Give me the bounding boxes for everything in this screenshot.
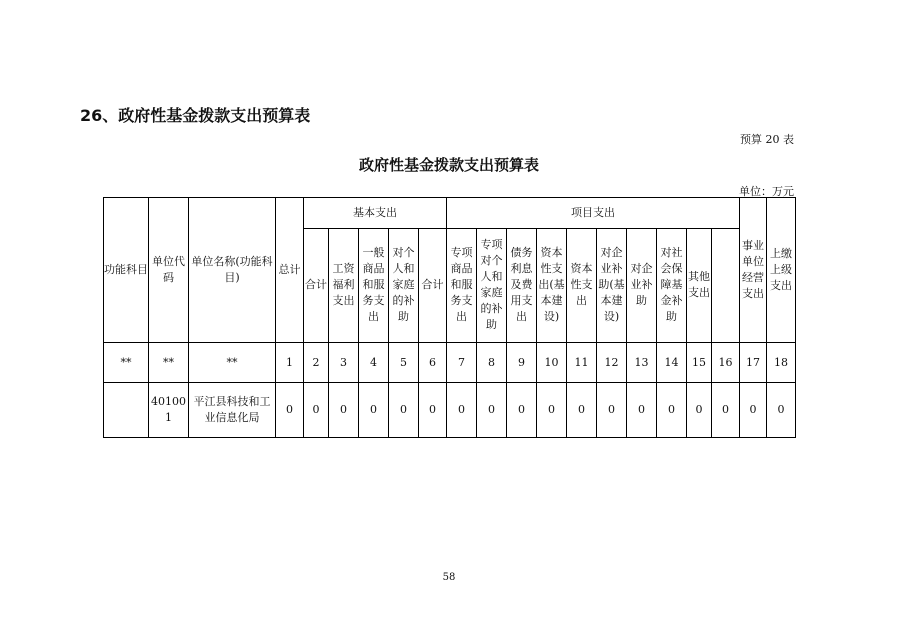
- value-cell: 0: [276, 383, 304, 438]
- value-cell: 0: [419, 383, 447, 438]
- table-title: 政府性基金拨款支出预算表: [358, 156, 539, 174]
- header-func-subject: 功能科目: [104, 198, 149, 343]
- value-cell: 0: [537, 383, 567, 438]
- table-number: 预算 20 表: [740, 133, 794, 146]
- index-cell: 13: [627, 343, 657, 383]
- index-cell: 6: [419, 343, 447, 383]
- index-cell: 2: [304, 343, 329, 383]
- row-unit-name: 平江县科技和工业信息化局: [189, 383, 276, 438]
- value-cell: 0: [627, 383, 657, 438]
- header-total: 总计: [276, 198, 304, 343]
- header-personal-family: 对个人和家庭的补助: [389, 228, 419, 342]
- value-cell: 0: [712, 383, 740, 438]
- index-cell: 9: [507, 343, 537, 383]
- index-cell: **: [189, 343, 276, 383]
- index-row: [104, 343, 796, 383]
- header-wages: 工资福利支出: [329, 228, 359, 342]
- header-capital: 资本性支出: [567, 228, 597, 342]
- index-cell: 1: [276, 343, 304, 383]
- index-cell: 18: [767, 343, 796, 383]
- header-special-goods: 专项商品和服务支出: [447, 228, 477, 342]
- header-other: 其他支出: [687, 228, 712, 342]
- index-cell: **: [104, 343, 149, 383]
- unit-label: 单位：万元: [739, 185, 794, 198]
- value-cell: 0: [329, 383, 359, 438]
- value-cell: 0: [567, 383, 597, 438]
- value-cell: 0: [687, 383, 712, 438]
- table-row: [104, 383, 796, 438]
- header-unit-name: 单位名称(功能科目): [189, 198, 276, 343]
- index-cell: 14: [657, 343, 687, 383]
- header-business-unit: 事业单位经营支出: [740, 198, 767, 343]
- value-cell: 0: [359, 383, 389, 438]
- header-project-group: 项目支出: [447, 198, 740, 229]
- header-special-personal: 专项对个人和家庭的补助: [477, 228, 507, 342]
- header-basic-sum: 合计: [304, 228, 329, 342]
- header-basic-group: 基本支出: [304, 198, 447, 229]
- index-cell: 3: [329, 343, 359, 383]
- row-func-subject: [104, 383, 149, 438]
- header-capital-construction: 资本性支出(基本建设): [537, 228, 567, 342]
- value-cell: 0: [767, 383, 796, 438]
- header-enterprise-subsidy: 对企业补助: [627, 228, 657, 342]
- header-enterprise-construction: 对企业补助(基本建设): [597, 228, 627, 342]
- budget-table: [103, 197, 796, 438]
- header-debt-interest: 债务利息及费用支出: [507, 228, 537, 342]
- value-cell: 0: [447, 383, 477, 438]
- index-cell: 7: [447, 343, 477, 383]
- index-cell: 8: [477, 343, 507, 383]
- index-cell: 4: [359, 343, 389, 383]
- value-cell: 0: [507, 383, 537, 438]
- index-cell: 12: [597, 343, 627, 383]
- index-cell: 10: [537, 343, 567, 383]
- index-cell: **: [149, 343, 189, 383]
- index-cell: 17: [740, 343, 767, 383]
- header-project-sum: 合计: [419, 228, 447, 342]
- index-cell: 5: [389, 343, 419, 383]
- header-social-security: 对社会保障基金补助: [657, 228, 687, 342]
- index-cell: 15: [687, 343, 712, 383]
- value-cell: 0: [477, 383, 507, 438]
- header-goods-services: 一般商品和服务支出: [359, 228, 389, 342]
- row-unit-code: 401001: [149, 383, 189, 438]
- index-cell: 16: [712, 343, 740, 383]
- value-cell: 0: [597, 383, 627, 438]
- index-cell: 11: [567, 343, 597, 383]
- header-higher-level: 上缴上级支出: [767, 198, 796, 343]
- value-cell: 0: [740, 383, 767, 438]
- page-number: 58: [442, 572, 456, 583]
- value-cell: 0: [389, 383, 419, 438]
- value-cell: 0: [657, 383, 687, 438]
- section-title: 26、政府性基金拨款支出预算表: [80, 106, 311, 125]
- header-unit-code: 单位代码: [149, 198, 189, 343]
- value-cell: 0: [304, 383, 329, 438]
